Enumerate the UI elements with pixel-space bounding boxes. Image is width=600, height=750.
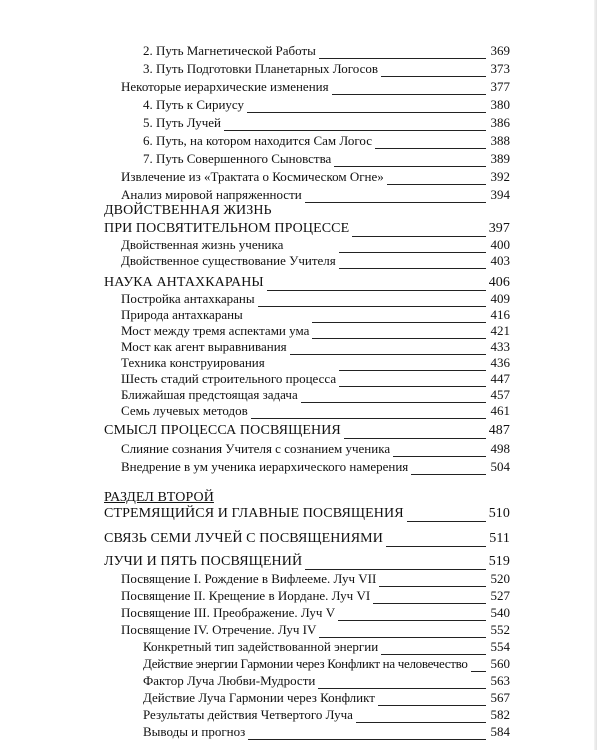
entry-page: 436 xyxy=(490,355,510,370)
section-title: СМЫСЛ ПРОЦЕССА ПОСВЯЩЕНИЯ xyxy=(104,422,344,440)
entry-page: 560 xyxy=(490,656,510,671)
entry-title: Двойственное существование Учителя xyxy=(121,252,339,270)
entry-page: 498 xyxy=(490,441,510,456)
entry-title: Постройка антахкараны xyxy=(121,290,258,308)
toc-entry[interactable] xyxy=(0,404,600,422)
entry-page: 392 xyxy=(490,169,510,184)
section-title: ДВОЙСТВЕННАЯ ЖИЗНЬ xyxy=(104,202,275,220)
entry-page: 540 xyxy=(490,605,510,620)
section-title: СТРЕМЯЩИЙСЯ И ГЛАВНЫЕ ПОСВЯЩЕНИЯ xyxy=(104,505,407,523)
entry-title: Фактор Луча Любви-Мудрости xyxy=(143,672,318,690)
entry-title: Извлечение из «Трактата о Космическом Огне» xyxy=(121,168,387,186)
section-heading[interactable] xyxy=(0,532,600,550)
entry-title: Мост как агент выравнивания xyxy=(121,338,290,356)
toc-entry[interactable] xyxy=(0,725,600,743)
entry-page: 527 xyxy=(490,588,510,603)
entry-title: Выводы и прогноз xyxy=(143,723,248,741)
entry-page: 520 xyxy=(490,571,510,586)
entry-page: 457 xyxy=(490,387,510,402)
entry-title: Посвящение IV. Отречение. Луч IV xyxy=(121,621,319,639)
entry-page: 380 xyxy=(490,97,510,112)
toc-entry[interactable] xyxy=(0,254,600,272)
entry-title: Мост между тремя аспектами ума xyxy=(121,322,312,340)
toc-entry[interactable] xyxy=(0,708,600,726)
entry-page: 584 xyxy=(490,724,510,739)
entry-title: 2. Путь Магнетической Работы xyxy=(143,42,319,60)
entry-title: Посвящение III. Преображение. Луч V xyxy=(121,604,338,622)
entry-title: Посвящение I. Рождение в Вифлееме. Луч VII xyxy=(121,570,379,588)
page-edge-shadow xyxy=(594,0,597,750)
section-heading[interactable] xyxy=(0,507,600,525)
section-title: ПРИ ПОСВЯТИТЕЛЬНОМ ПРОЦЕССЕ xyxy=(104,220,352,238)
section-title: НАУКА АНТАХКАРАНЫ xyxy=(104,274,267,292)
entry-page: 510 xyxy=(488,506,510,521)
entry-page: 394 xyxy=(490,187,510,202)
entry-page: 552 xyxy=(490,622,510,637)
entry-page: 563 xyxy=(490,673,510,688)
entry-page: 406 xyxy=(488,275,510,290)
section-title: ЛУЧИ И ПЯТЬ ПОСВЯЩЕНИЙ xyxy=(104,553,305,571)
entry-title: Техника конструирования xyxy=(121,354,268,372)
toc-entry[interactable] xyxy=(0,460,600,478)
entry-page: 386 xyxy=(490,115,510,130)
entry-title: 7. Путь Совершенного Сыновства xyxy=(143,150,334,168)
entry-page: 403 xyxy=(490,253,510,268)
entry-page: 567 xyxy=(490,690,510,705)
entry-page: 369 xyxy=(490,43,510,58)
toc-entry[interactable] xyxy=(0,80,600,98)
entry-page: 416 xyxy=(490,307,510,322)
entry-title: 6. Путь, на котором находится Сам Логос xyxy=(143,132,375,150)
entry-page: 461 xyxy=(490,403,510,418)
entry-page: 433 xyxy=(490,339,510,354)
entry-page: 582 xyxy=(490,707,510,722)
entry-title: Шесть стадий строительного процесса xyxy=(121,370,339,388)
entry-page: 447 xyxy=(490,371,510,386)
entry-page: 373 xyxy=(490,61,510,76)
entry-title: Действие Луча Гармонии через Конфликт xyxy=(143,689,378,707)
entry-page: 389 xyxy=(490,151,510,166)
entry-title: 5. Путь Лучей xyxy=(143,114,224,132)
entry-title: Слияние сознания Учителя с сознанием ученика xyxy=(121,440,393,458)
entry-title: Природа антахкараны xyxy=(121,306,246,324)
entry-title: Семь лучевых методов xyxy=(121,402,251,420)
entry-page: 504 xyxy=(490,459,510,474)
entry-page: 519 xyxy=(488,554,510,569)
entry-page: 397 xyxy=(488,221,510,236)
section-title: СВЯЗЬ СЕМИ ЛУЧЕЙ С ПОСВЯЩЕНИЯМИ xyxy=(104,530,386,548)
entry-title: Внедрение в ум ученика иерархического намерения xyxy=(121,458,411,476)
entry-title: 3. Путь Подготовки Планетарных Логосов xyxy=(143,60,381,78)
entry-title: Посвящение II. Крещение в Иордане. Луч VI xyxy=(121,587,373,605)
entry-title: Результаты действия Четвертого Луча xyxy=(143,706,356,724)
entry-page: 400 xyxy=(490,237,510,252)
entry-page: 511 xyxy=(489,531,510,546)
toc-entry[interactable] xyxy=(0,98,600,116)
entry-title: Некоторые иерархические изменения xyxy=(121,78,332,96)
part-title: РАЗДЕЛ ВТОРОЙ xyxy=(104,489,217,507)
entry-page: 377 xyxy=(490,79,510,94)
entry-page: 487 xyxy=(488,423,510,438)
entry-title: Действие энергии Гармонии через Конфликт на человечество xyxy=(143,655,471,673)
entry-page: 409 xyxy=(490,291,510,306)
entry-page: 421 xyxy=(490,323,510,338)
entry-page: 388 xyxy=(490,133,510,148)
entry-title: Анализ мировой напряженности xyxy=(121,186,305,204)
entry-title: 4. Путь к Сириусу xyxy=(143,96,247,114)
entry-title: Двойственная жизнь ученика xyxy=(121,236,286,254)
entry-page: 554 xyxy=(490,639,510,654)
entry-title: Ближайшая предстоящая задача xyxy=(121,386,301,404)
entry-title: Конкретный тип задействованной энергии xyxy=(143,638,381,656)
